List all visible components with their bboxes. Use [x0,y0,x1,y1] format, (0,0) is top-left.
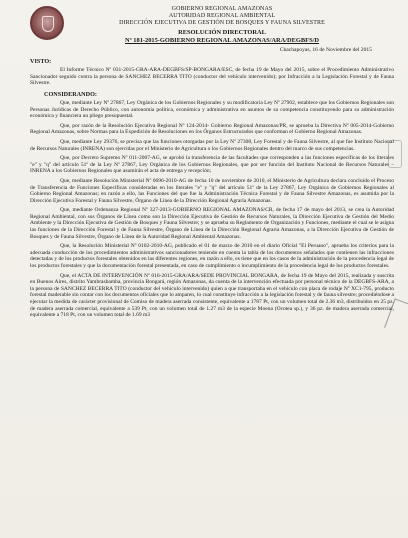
paragraph-visto: El Informe Técnico Nº 031-2015-GRA-ARA-DEGBFS/SP-BONGARA/ESC, de fecha 19 de Mayo del 2015, sobre el Procedimiento Administrativo Sancionador seguido contra la persona de SANCHEZ BECERRA TITO (conductor del vehículo intervenido); por Infracción a la Legislación Forestal y de Fauna Silvestre. [30,67,394,87]
title-line-1: RESOLUCIÓN DIRECTORAL [178,29,266,36]
section-considerando: CONSIDERANDO: [44,90,97,98]
letterhead-line-1: GOBIERNO REGIONAL AMAZONAS [171,6,273,12]
letterhead-line-2: AUTORIDAD REGIONAL AMBIENTAL [168,13,276,19]
title-line-2: Nº 181-2015-GOBIERNO REGIONAL AMAZONAS/ARA/DEGBFS/D [124,36,320,44]
margin-stamp [388,140,402,168]
letterhead [50,6,394,27]
paragraph-2: Que, por razón de la Resolución Ejecutiva Regional Nº 124-2014- Gobierno Regional Amazonas/PR, se aprueba la Directiva Nº 005-2014-Gobierno Regional Amazonas, sobre Normas para la Expedición de Resoluciones en los Órganos Estructurados que conforman el Gobierno Regional Amazonas. [30,122,394,136]
paragraph-4: Que, por Decreto Supremo Nº 011-2007-AG, se aprobó la transferencia de las facultades que corresponden a las funciones específicas de los literales "e" y "q" del artículo 51º de la Ley Nº 27867, Ley Orgánica de los Gobiernos Regionales, que por ser función del Instituto Nacional de Recursos Naturales – INRENA a los Gobiernos Regionales que asumirán el acta de entrega y recepción; [30,155,394,175]
letterhead-line-3: DIRECCIÓN EJECUTIVA DE GESTIÓN DE BOSQUES Y FAUNA SILVESTRE [119,20,325,26]
document-title [50,29,394,44]
paragraph-5: Que, mediante Resolución Ministerial Nº 0696-2010-AG de fecha 10 de noviembre de 2010, el Ministerio de Agricultura declara concluido el Proceso de Transferencia de Funciones Específicas consideradas en los literales "e" y "q" del artículo 51º de la Ley 27867, Ley Orgánica de Gobiernos Regionales al Gobierno Regional Amazonas; en razón a ello, las Funciones del que fue la Administración Técnica Forestal y de Fauna Silvestre Amazonas, es asumida por la Dirección Ejecutiva Forestal y Fauna Silvestre, Órgano de Línea de la Dirección Regional Agraria Amazonas. [30,177,394,204]
document-date: Chachapoyas, 16 de Noviembre del 2015 [279,47,372,54]
section-visto: VISTO: [30,58,52,66]
paragraph-8: Que, el ACTA DE INTERVENCIÓN Nº 016-2015-GRA/ARA/SEDE PROVINCIAL BONGARA, de fecha 19 de Mayo del 2015, realizada y suscrita en Buenos Aires, distrito Yambrasbamba, provincia Bongará, región Amazonas, da cuenta de la intervención efectuada por personal técnico de la DEGBFS-ARA, a la persona de SANCHEZ BECERRA TITO (conductor del vehículo intervenido) quien a que transportaba en el vehículo con placa de rodaje Nº XC1-795, producto forestal maderable sin contar con los documentos oficiales que lo amparen, lo cual constituye infracción a la legislación forestal y de fauna silvestre; procediéndose a ejecutar la medida de carácter provisional de Comiso de madera aserrada consistente, equivalente a 1787 Pt, con un volumen total de 2.36 m3, distribuidos en 25 pz. de madera aserrada comercial, equivalente a 539 Pt, con un volumen total de 1.27 m3 de la especie Moena (Ocotea sp.), y 36 pz. de madera aserrada comercial, equivalente a 718 Pt, con un volumen total de 1.69 m3 [30,272,394,319]
paragraph-1: Que, mediante Ley Nº 27867, Ley Orgánica de los Gobiernos Regionales y su modificatoria Ley Nº 27902, establece que los Gobiernos Regionales son Personas Jurídicas de Derecho Público, con autonomía política, económica y administrativa en asuntos de su competencia constituyendo para su administración económica y financiera un pliego presupuestal. [30,99,394,120]
regional-seal-icon [30,6,64,40]
paragraph-6: Que, mediante Ordenanza Regional Nº 327-2013-GOBIERNO REGIONAL AMAZONAS/CR, de fecha 17 de mayo del 2013, se crea la Autoridad Regional Ambiental, con sus Órganos de Línea como son la Dirección Ejecutiva de Gestión de Recursos Naturales, la Dirección Ejecutiva de Gestión del Medio Ambiente y la Dirección Ejecutiva de Gestión de Bosques y Fauna Silvestre; y se aprueba su Reglamento de Organización y Funciones, mediante el cual se le asigna las funciones de la Dirección Forestal y de Fauna Silvestre, Órgano de Línea de la Dirección Regional Agraria Amazonas, a la Dirección Ejecutiva de Gestión de Bosques y de Fauna Silvestre, Órgano de Línea de la Autoridad Regional Ambiental Amazonas. [30,207,394,240]
paragraph-7: Que, la Resolución Ministerial Nº 0102-2010-AG, publicado el 01 de marzo de 2010 en el diario Oficial "El Peruano", aprueba los criterios para la adecuada conducción de los procedimientos administrativos sancionadores teniendo en cuenta la tabla de los documentos señalados que contienen las infracciones detectadas y de los productos forestales obtenidos en las diferentes regiones, en razón a ello, es tiene que en los casos de la administración de la procedencia legal de los productos forestales y que la documentación forestal presentada, en caso de cumplimiento o incumplimiento de la procedencia legal de los productos forestales. [30,243,394,270]
paragraph-3: Que, mediante Ley 29376, se precisa que las funciones otorgadas por la Ley Nº 27308, Ley Forestal y de Fauna Silvestre, al que fue Instituto Nacional de Recursos Naturales (INRENA) son ejercidas por el Ministerio de Agricultura o los Gobiernos Regionales dentro del marco de sus competencias. [30,138,394,152]
